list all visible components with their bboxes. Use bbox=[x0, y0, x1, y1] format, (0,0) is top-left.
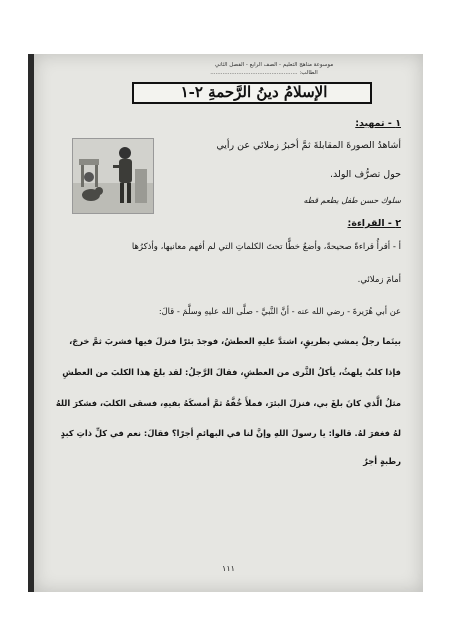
page-title: الإسلامُ دينُ الرَّحمةِ ٢-١ bbox=[180, 83, 328, 101]
header-line-2: الطالب: .................................................. bbox=[210, 70, 318, 76]
section-1-heading: ١ - تمهيد: bbox=[355, 118, 401, 129]
section-2-instruction-2: أمامَ زملائي. bbox=[357, 275, 401, 285]
page-number: ١١١ bbox=[222, 564, 235, 573]
photo-illustration bbox=[73, 139, 153, 213]
section-2-instruction-1: أ - أقرأُ قراءةً صحيحةً، وأضعُ خطًّا تحتَ الكلماتِ التي لم أفهم معانيها، وأذكرُها bbox=[131, 242, 401, 252]
section-1-question: حول تصرُّف الولد. bbox=[329, 169, 401, 180]
header-line-1: موسوعة مناهج التعليم - الصف الرابع - الفصل الثاني bbox=[214, 62, 334, 68]
passage-line-1: عن أبي هُرَيرةَ - رضي الله عنه - أنَّ النَّبيَّ - صلَّى الله عليهِ وسلَّمَ - قالَ: bbox=[158, 306, 401, 316]
passage-line-2: بينَما رجلٌ يمشي بطريقٍ، اشتدَّ عليهِ العطشُ، فوجدَ بئرًا فنزلَ فيها فشربَ ثمَّ خرجَ، bbox=[69, 336, 401, 346]
worksheet-page bbox=[28, 54, 423, 592]
passage-line-6: رطبةٍ أجرٌ bbox=[363, 456, 401, 466]
passage-line-3: فإذا كلبٌ يلهثُ، يأكلُ الثَّرى من العطشِ، فقالَ الرَّجلُ: لقد بلغَ هذا الكلبَ من العطشِ bbox=[62, 367, 401, 377]
boy-feeding-cat-photo bbox=[72, 138, 154, 214]
section-1-answer: سلوك حسن طفل يطعم قطه bbox=[303, 196, 401, 205]
section-1-instruction: أشاهدُ الصورةَ المقابلةَ ثمَّ أخبرُ زملائي عن رأيي bbox=[216, 140, 401, 151]
passage-line-4: مثلُ الَّذي كانَ بلغَ بي، فنزلَ البئرَ، فملأَ خُفَّهُ ثمَّ أمسكَهُ بفيهِ، فسقى الكلبَ، فشكرَ اللهُ bbox=[55, 398, 401, 408]
section-2-heading: ٢ - القراءة: bbox=[347, 218, 401, 229]
passage-line-5: لهُ فغفرَ لهُ. قالوا: يا رسولَ اللهِ وإنَّ لنا في البهائمِ أجرًا؟ فقالَ: نعم في كلِّ ذاتِ كبدٍ bbox=[60, 428, 401, 438]
